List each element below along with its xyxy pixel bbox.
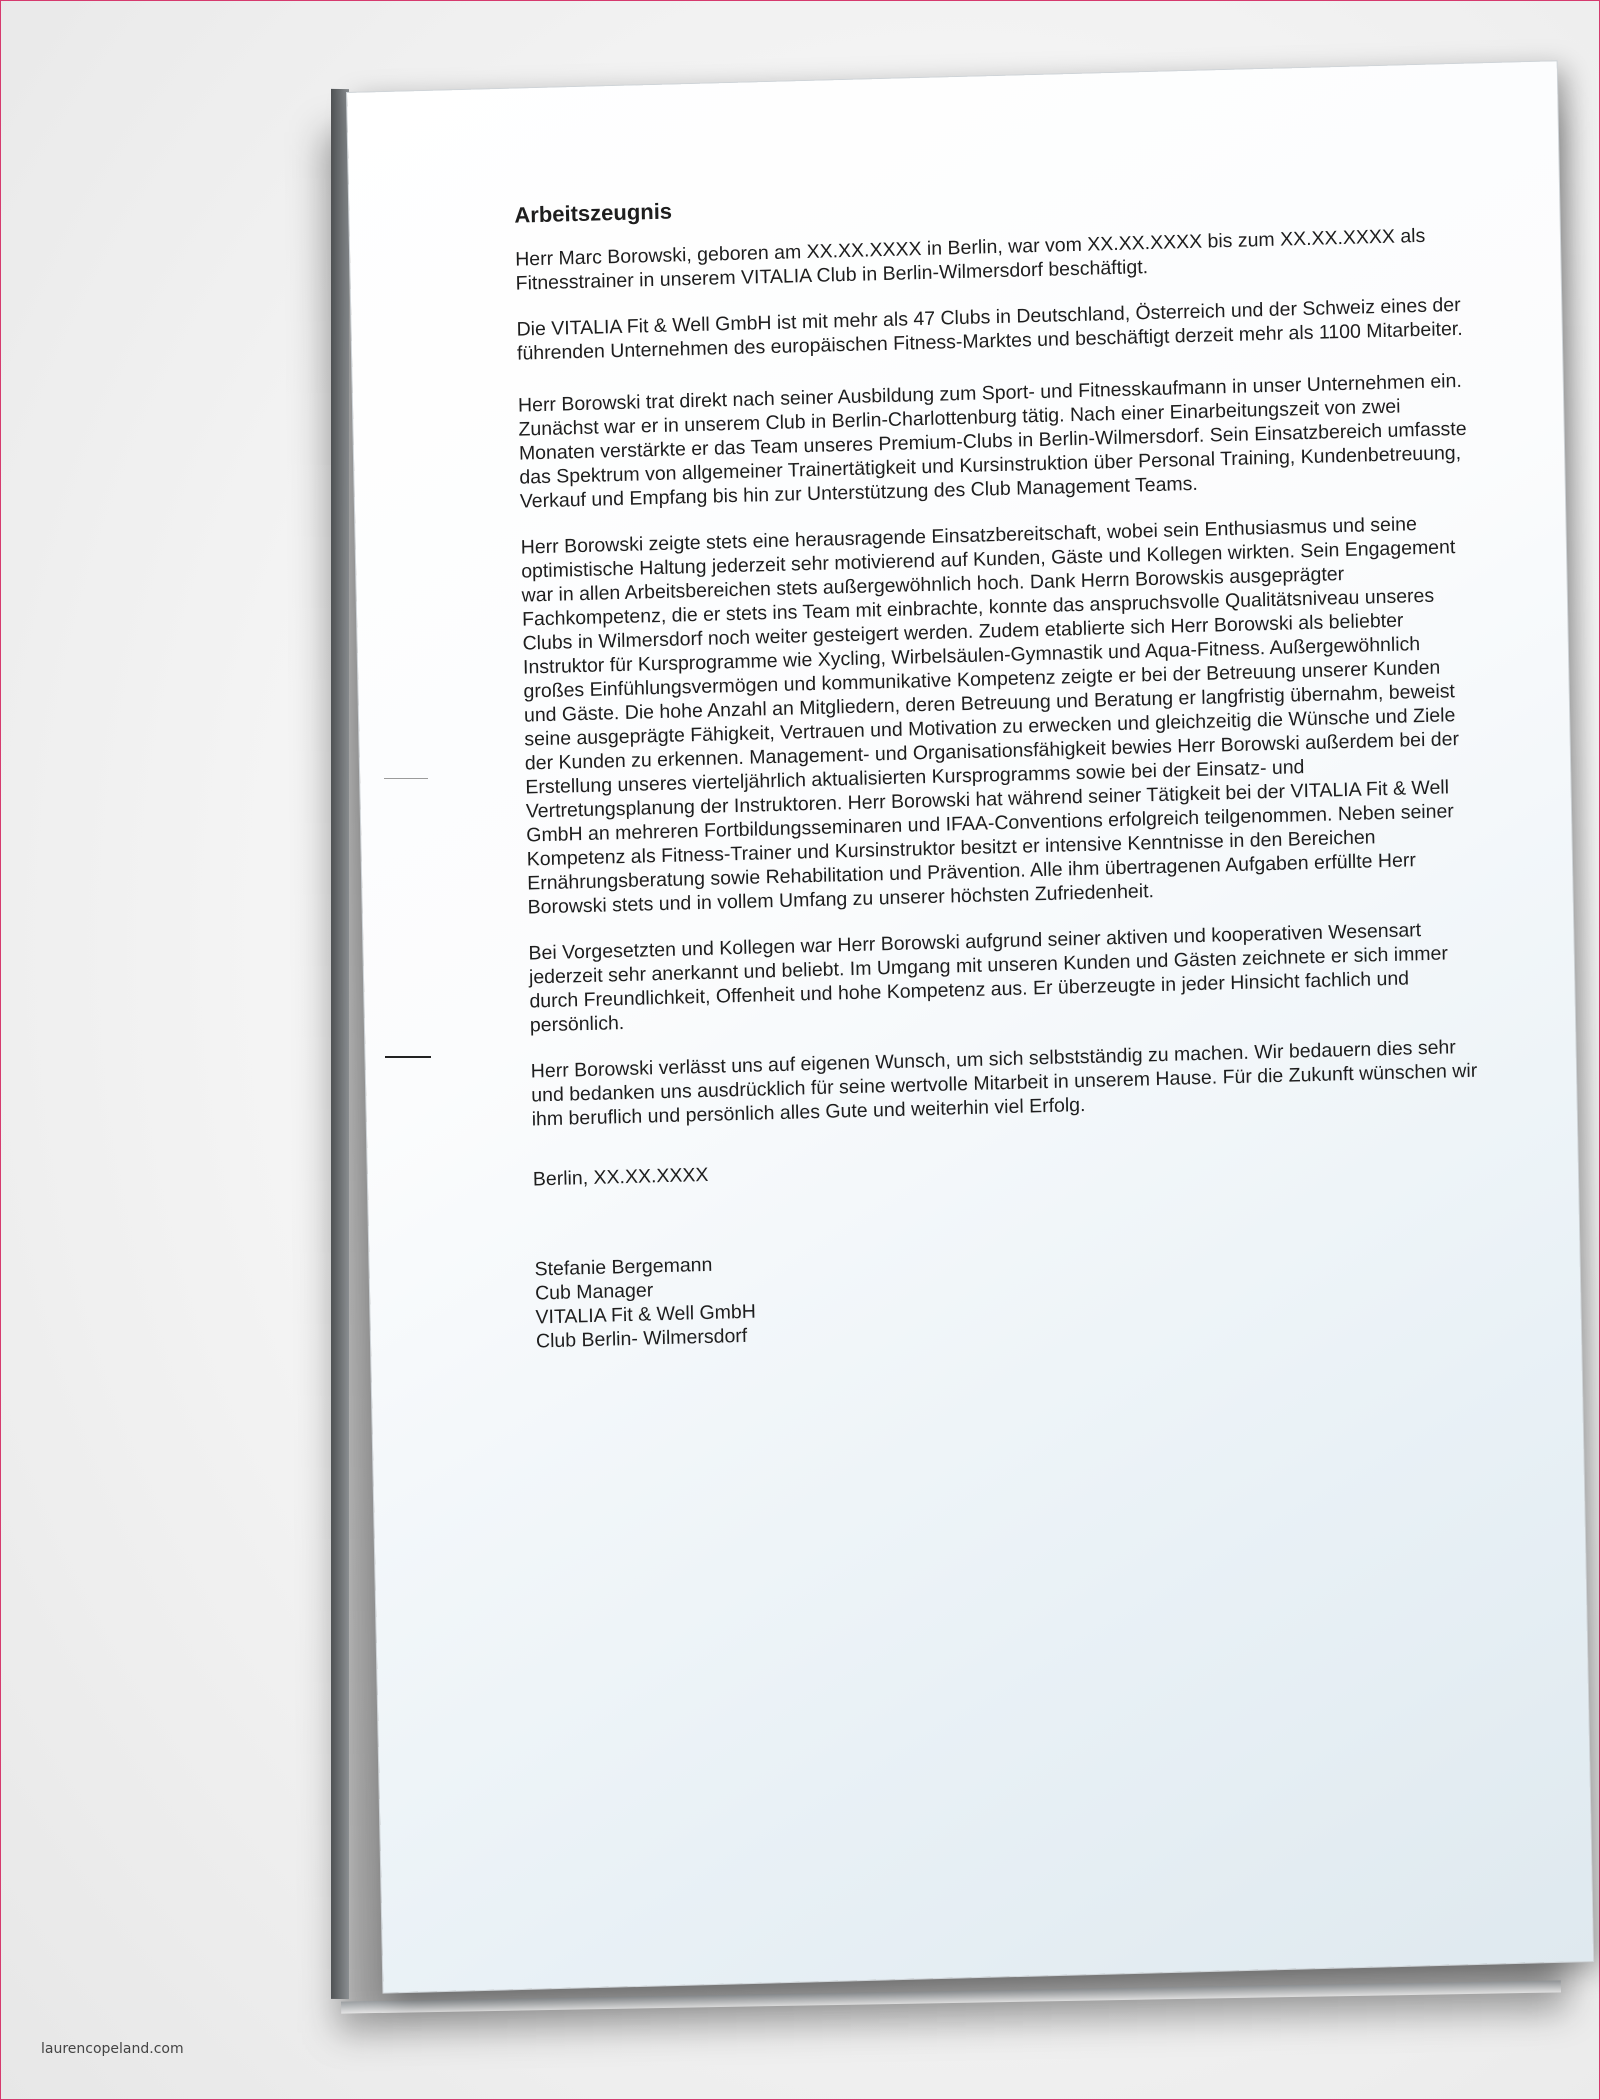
paragraph-career: Herr Borowski trat direkt nach seiner Ausbildung zum Sport- und Fitnesskaufmann in unser Unternehmen ein. Zunächst war er in unserem Club in Berlin-Charlottenburg tätig. Nach einer Einarbeitungszeit von zwei Monaten verstärkte er das Team unseres Premium-Clubs in Berlin-Wilmersdorf. Sein Einsatzbereich umfasste das Spektrum von allgemeiner Trainertätigkeit und Kursinstruktion über Personal Training, Kundenbetreuung, Verkauf und Empfang bis hin zur Unterstützung des Club Management Teams. bbox=[517, 369, 1467, 513]
document-content bbox=[514, 179, 1486, 1354]
fold-mark bbox=[384, 778, 428, 779]
paragraph-intro: Herr Marc Borowski, geboren am XX.XX.XXXX in Berlin, war vom XX.XX.XXXX bis zum XX.XX.XXXX als Fitnesstrainer in unserem VITALIA Club in Berlin-Wilmersdorf beschäftigt. bbox=[515, 224, 1426, 295]
paragraph-performance: Herr Borowski zeigte stets eine herausragende Einsatzbereitschaft, wobei sein Enthusiasmus und seine optimistische Haltung jederzeit sehr motivierend auf Kunden, Gäste und Kollegen wirkten. Sein Engagement war in allen Arbeitsbereichen stets außergewöhnlich hoch. Dank Herrn Borowskis ausgeprägter Fachkompetenz, die er stets ins Team mit einbrachte, konnte das anspruchsvolle Qualitätsniveau unseres Clubs in Wilmersdorf noch weiter gesteigert werden. Zudem etablierte sich Herr Borowski als beliebter Instruktor für Kursprogramme wie Xycling, Wirbelsäulen-Gymnastik und Aqua-Fitness. Außergewöhnlich großes Einfühlungsvermögen und kommunikative Kompetenz zeigte er bei der Betreuung unserer Kunden und Gäste. Die hohe Anzahl an Mitgliedern, deren Betreuung und Beratung er langfristig übernahm, beweist seine ausgeprägte Fähigkeit, Vertrauen und Motivation zu erwecken und gleichzeitig die Wünsche und Ziele der Kunden zu erkennen. Management- und Organisationsfähigkeit bewies Herr Borowski außerdem bei der Erstellung unseres vierteljährlich aktualisierten Kursprogramms sowie bei der Einsatz- und Vertretungsplanung der Instruktoren. Herr Borowski hat während seiner Tätigkeit bei der VITALIA Fit & Well GmbH an mehreren Fortbildungsseminaren und IFAA-Conventions erfolgreich teilgenommen. Neben seiner Kompetenz als Fitness-Trainer und Kursinstruktor besitzt er intensive Kenntnisse in den Bereichen Ernährungsberatung sowie Rehabilitation und Prävention. Alle ihm übertragenen Aufgaben erfüllte Herr Borowski stets und in vollem Umfang zu unserer höchsten Zufriedenheit. bbox=[520, 513, 1460, 919]
page-left-edge bbox=[331, 89, 349, 1999]
signature-location: Club Berlin- Wilmersdorf bbox=[535, 1324, 748, 1353]
paragraph-closing: Herr Borowski verlässt uns auf eigenen Wunsch, um sich selbstständig zu machen. Wir bedauern dies sehr und bedanken uns ausdrücklich für seine wertvolle Mitarbeit in unserem Hause. Für die Zukunft wünschen wir ihm beruflich und persönlich alles Gute und weiterhin viel Erfolg. bbox=[530, 1036, 1478, 1131]
paragraph-conduct: Bei Vorgesetzten und Kollegen war Herr Borowski aufgrund seiner aktiven und kooperativen Wesensart jederzeit sehr anerkannt und beliebt. Im Umgang mit unseren Kunden und Gästen zeichnete er sich immer durch Freundlichkeit, Offenheit und hohe Kompetenz aus. Er überzeugte in jeder Hinsicht fachlich und persönlich. bbox=[528, 919, 1449, 1037]
punch-mark bbox=[385, 1056, 431, 1058]
document-page bbox=[347, 61, 1593, 1992]
watermark-text: laurencopeland.com bbox=[41, 2041, 184, 2057]
signature-company: VITALIA Fit & Well GmbH bbox=[535, 1300, 757, 1329]
document-title: Arbeitszeugnis bbox=[514, 198, 673, 228]
signature-name: Stefanie Bergemann bbox=[534, 1253, 713, 1281]
paragraph-company: Die VITALIA Fit & Well GmbH ist mit mehr als 47 Clubs in Deutschland, Österreich und der Schweiz eines der führenden Unternehmen des europäischen Fitness-Marktes und beschäftigt derzeit mehr als 1100 Mitarbeiter. bbox=[516, 293, 1463, 365]
signature-role: Cub Manager bbox=[534, 1279, 654, 1305]
place-date: Berlin, XX.XX.XXXX bbox=[532, 1163, 709, 1191]
